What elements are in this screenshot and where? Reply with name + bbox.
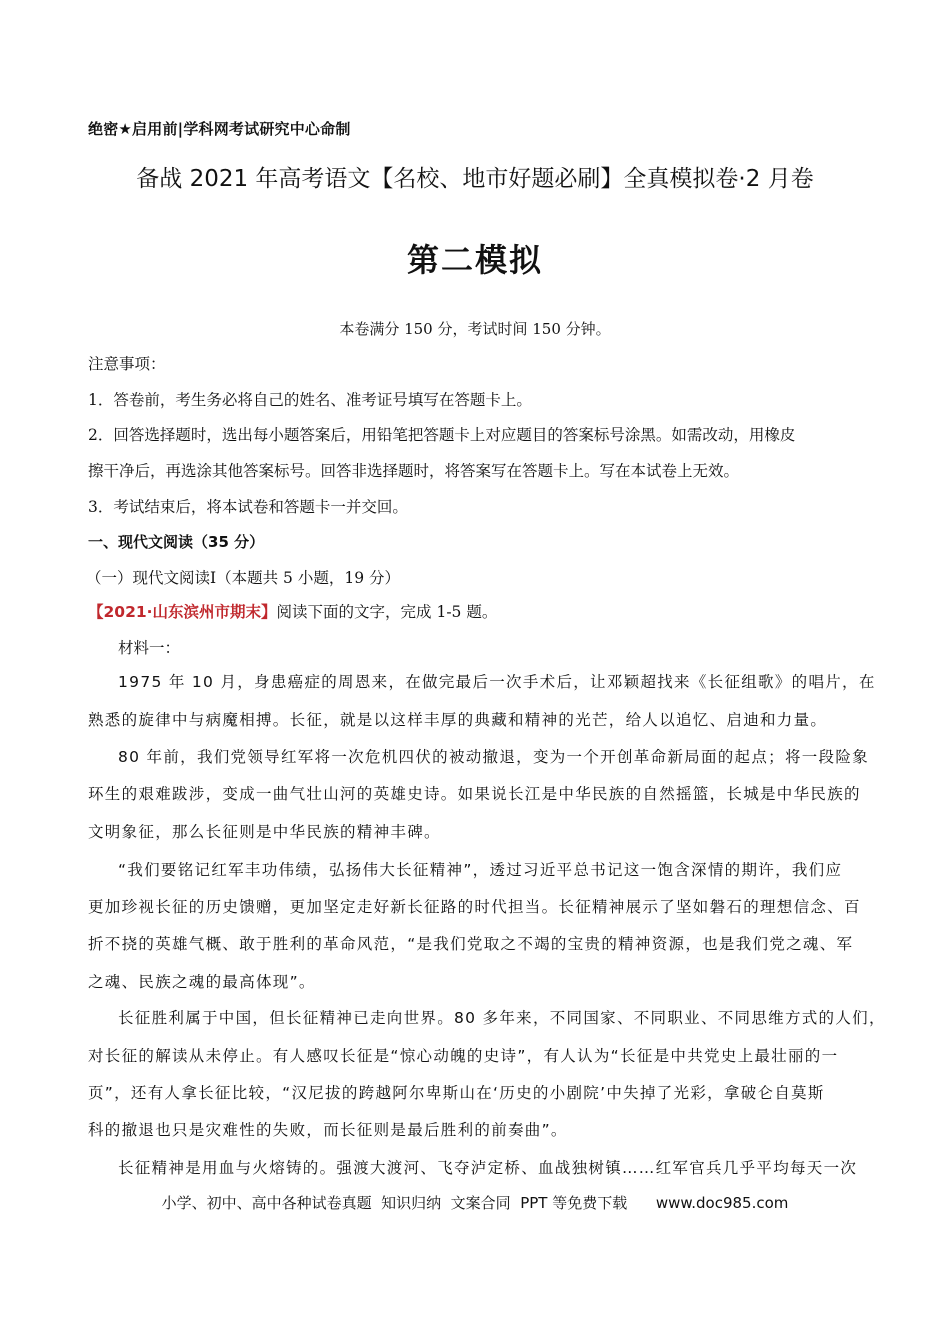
notes-label: 注意事项： [88, 355, 166, 373]
paragraph-line: 科的撤退也只是灾难性的失败，而长征则是最后胜利的前奏曲”。 [88, 1121, 568, 1139]
paragraph-line: 1975 年 10 月，身患癌症的周恩来，在做完最后一次手术后，让邓颖超找来《长征组歌》的唱片，在 [118, 673, 876, 691]
paragraph-line: 长征精神是用血与火熔铸的。强渡大渡河、飞夺泸定桥、血战独树镇……红军官兵几乎平均每天一次 [118, 1159, 858, 1177]
paragraph-line: 熟悉的旋律中与病魔相搏。长征，就是以这样丰厚的典藏和精神的光芒，给人以追忆、启迪和力量。 [88, 711, 828, 729]
paragraph-line: 折不挠的英雄气概、敢于胜利的革命风范，“是我们党取之不竭的宝贵的精神资源，也是我们党之魂、军 [88, 935, 854, 953]
paragraph-line: 页”，还有人拿长征比较，“汉尼拔的跨越阿尔卑斯山在‘历史的小剧院’中失掉了光彩，拿破仑自莫斯 [88, 1084, 825, 1102]
section-subtitle: （一）现代文阅读Ⅰ（本题共 5 小题，19 分） [86, 569, 400, 587]
paragraph-line: 对长征的解读从未停止。有人感叹长征是“惊心动魄的史诗”，有人认为“长征是中共党史上最壮丽的一 [88, 1047, 839, 1065]
paragraph-line: 文明象征，那么长征则是中华民族的精神丰碑。 [88, 823, 441, 841]
paragraph-line: 更加珍视长征的历史馈赠，更加坚定走好新长征路的时代担当。长征精神展示了坚如磐石的理想信念、百 [88, 898, 861, 916]
note-item: 3．考试结束后，将本试卷和答题卡一并交回。 [88, 498, 408, 516]
exam-info: 本卷满分 150 分，考试时间 150 分钟。 [339, 320, 611, 338]
note-item: 擦干净后，再选涂其他答案标号。回答非选择题时，将答案写在答题卡上。写在本试卷上无效。 [88, 462, 740, 480]
page-footer: 小学、初中、高中各种试卷真题 知识归纳 文案合同 PPT 等免费下载 www.doc985.com [161, 1194, 789, 1212]
question-instruction [88, 600, 497, 622]
confidential-label: 绝密★启用前|学科网考试研究中心命制 [88, 120, 351, 138]
paragraph-line: 之魂、民族之魂的最高体现”。 [88, 973, 316, 991]
note-item: 1．答卷前，考生务必将自己的姓名、准考证号填写在答题卡上。 [88, 391, 532, 409]
source-tag: 【2021·山东滨州市期末】 [88, 603, 277, 621]
paragraph-line: 环生的艰难跋涉，变成一曲气壮山河的英雄史诗。如果说长江是中华民族的自然摇篮，长城是中华民族的 [88, 785, 861, 803]
section-title: 一、现代文阅读（35 分） [88, 533, 265, 551]
document-heading: 第二模拟 [406, 241, 543, 279]
note-item: 2．回答选择题时，选出每小题答案后，用铅笔把答题卡上对应题目的答案标号涂黑。如需改动，用橡皮 [88, 426, 796, 444]
instruction-text: 阅读下面的文字，完成 1-5 题。 [276, 603, 498, 621]
material-label: 材料一： [118, 639, 181, 657]
paragraph-line: “我们要铭记红军丰功伟绩，弘扬伟大长征精神”，透过习近平总书记这一饱含深情的期许，我们应 [118, 861, 843, 879]
document-title: 备战 2021 年高考语文【名校、地市好题必刷】全真模拟卷·2 月卷 [136, 166, 814, 192]
paragraph-line: 长征胜利属于中国，但长征精神已走向世界。80 多年来，不同国家、不同职业、不同思维方式的人们， [118, 1009, 886, 1027]
paragraph-line: 80 年前，我们党领导红军将一次危机四伏的被动撤退，变为一个开创革命新局面的起点；将一段险象 [118, 748, 869, 766]
